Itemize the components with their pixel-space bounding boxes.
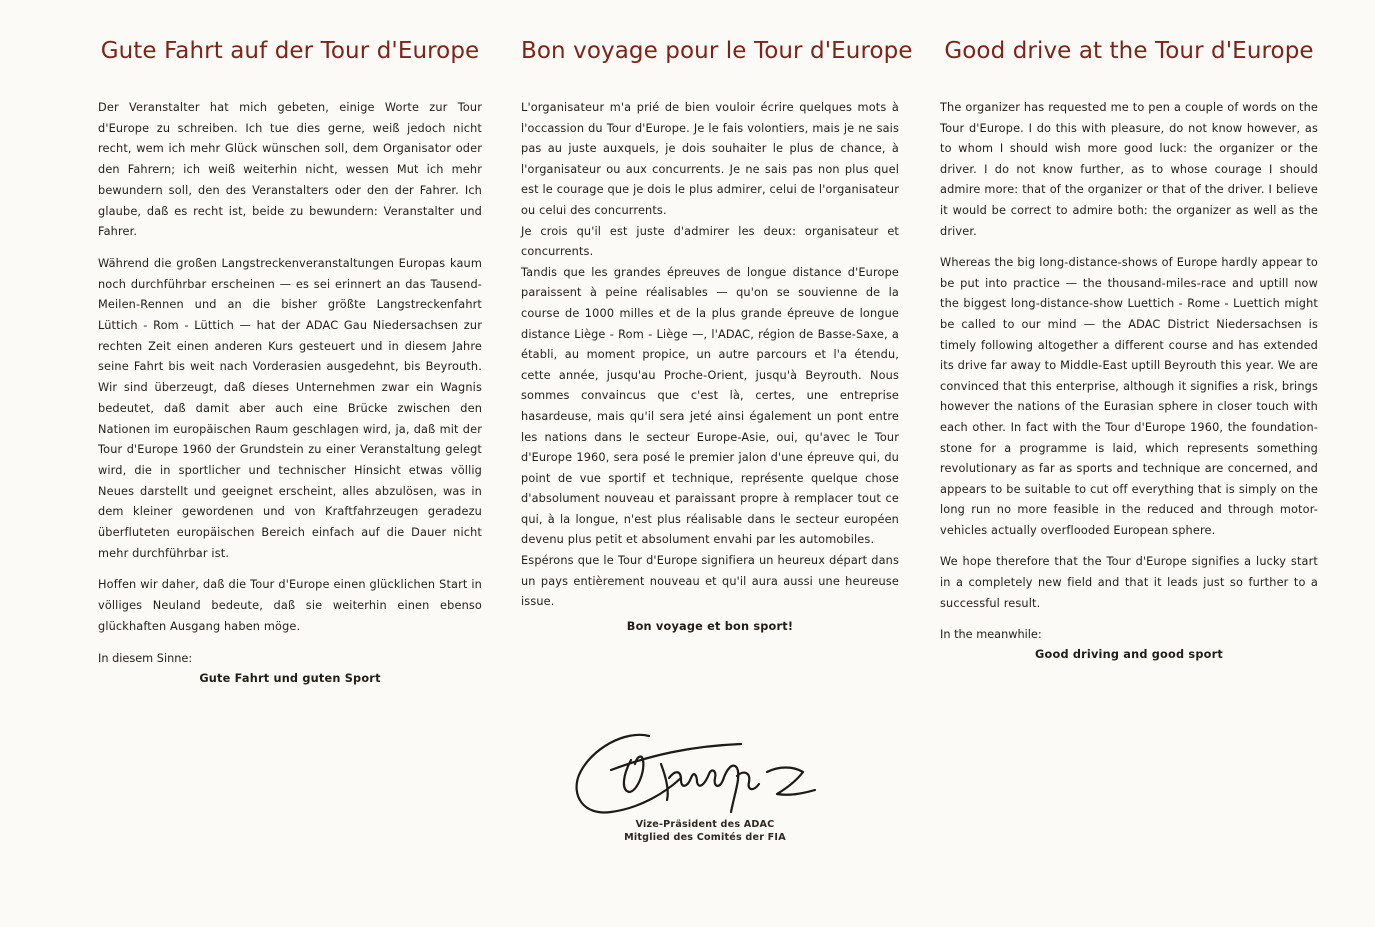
french-paragraph-1: L'organisateur m'a prié de bien vouloir écrire quelques mots à l'occassion du Tour d'Europe. Je le fais volontiers, mais je ne sais pas au juste auxquels, je dois souhaiter le plus de chance, à l'organisateur ou aux concurrents. Je ne sais pas non plus quel est le courage que je dois le plus admirer, celui de l'organisateur ou celui des concurrents.: [521, 101, 899, 217]
english-paragraph-1: The organizer has requested me to pen a couple of words on the Tour d'Europe. I do this with pleasure, do not know however, as to whom I should wish more good luck: the organizer or the driver. I do not know further, as to whose courage I should admire more: that of the organizer or that of the driver. I believe it would be correct to admire both: the organizer as well as the driver.: [940, 101, 1318, 238]
handwritten-signature: [571, 720, 831, 830]
english-paragraph-3: We hope therefore that the Tour d'Europe signifies a lucky start in a completely new field and that it leads just so further to a successful result.: [940, 555, 1318, 610]
german-column: [98, 38, 482, 689]
german-paragraph-1: Der Veranstalter hat mich gebeten, einige Worte zur Tour d'Europe zu schreiben. Ich tue dies gerne, weiß jedoch nicht recht, wem ich mehr Glück wünschen soll, dem Organisator oder den Fahrern; ich weiß weiterhin nicht, wessen Mut ich mehr bewundern soll, den des Veranstalters oder den der Fahrer. Ich glaube, daß es recht ist, beide zu bewundern: Veranstalter und Fahrer.: [98, 101, 482, 239]
signature-caption-line-2: Mitglied des Comités der FIA: [624, 832, 786, 843]
english-paragraph-2: Whereas the big long-distance-shows of Europe hardly appear to be put into practice — the thousand-miles-race and uptill now the biggest long-distance-show Luettich - Rome - Luettich might be called to our mind — the ADAC District Niedersachsen is timely following altogether a different course and has extended its drive far away to Middle-East uptill Beyrouth this year. We are convinced that this enterprise, although it signifies a risk, brings however the nations of the Eurasian sphere in closer touch with each other. In fact with the Tour d'Europe 1960, the foundation-stone for a programme is laid, which represents something revolutionary as far as sports and technique are concerned, and appears to be suitable to cut off everything that is simply on the long run no more feasible in the reduced and through motor-vehicles actually overflooded European sphere.: [940, 256, 1318, 537]
english-closing-line: Good driving and good sport: [1035, 648, 1223, 662]
german-closing-line: Gute Fahrt und guten Sport: [199, 671, 381, 685]
french-paragraph-3: Tandis que les grandes épreuves de longue distance d'Europe paraissent à peine réalisables — qu'on se souvienne de la course de 1000 milles et de la plus grande épreuve de longue distance Liège - Rom - Liège —, l'ADAC, région de Basse-Saxe, a établi, au moment propice, un autre parcours et l'a étendu, cette année, jusqu'au Proche-Orient, jusqu'à Beyrouth. Nous sommes convaincus que c'est là, certes, une entreprise hasardeuse, mais qu'il sera jeté ainsi également un pont entre les nations dans le secteur Europe-Asie, oui, qu'avec le Tour d'Europe 1960, sera posé le premier jalon d'une épreuve qui, du point de vue sportif et technique, représente quelque chose d'absolument nouveau et paraissant propre à remplacer tout ce qui, à la longue, n'est plus réalisable dans le secteur européen devenu plus petit et absolument envahi par les automobiles.: [521, 265, 899, 547]
french-closing-line: Bon voyage et bon sport!: [626, 619, 794, 633]
signature-drawing: [571, 720, 831, 830]
german-closing-label: In diesem Sinne:: [98, 651, 193, 665]
german-title: Gute Fahrt auf der Tour d'Europe: [100, 38, 480, 64]
french-column: [521, 38, 913, 637]
french-title: Bon voyage pour le Tour d'Europe: [521, 38, 913, 64]
german-paragraph-2: Während die großen Langstreckenveranstaltungen Europas kaum noch durchführbar erscheinen — es sei erinnert an das Tausend-Meilen-Rennen und an die bisher größte Langstreckenfahrt Lüttich - Rom - Lüttich — hat der ADAC Gau Niedersachsen zur rechten Zeit einen anderen Kurs gesteuert und in diesem Jahre seine Fahrt bis weit nach Vorderasien ausgedehnt, bis Beyrouth. Wir sind überzeugt, daß dieses Unternehmen zwar ein Wagnis bedeutet, daß damit aber auch eine Brücke zwischen den Nationen im europäischen Raum geschlagen wird, ja, daß mit der Tour d'Europe 1960 der Grundstein zu einer Veranstaltung gelegt wird, die in sportlicher und technischer Hinsicht etwas völlig Neues darstellt und geeignet erscheint, alles abzulösen, was in dem kleiner gewordenen und von Kraftfahrzeugen geradezu überfluteten europäischen Bereich einfach auf die Dauer nicht mehr durchführbar ist.: [98, 256, 482, 560]
signature-caption: [571, 818, 839, 844]
german-paragraph-3: Hoffen wir daher, daß die Tour d'Europe einen glücklichen Start in völliges Neuland bedeute, daß sie weiterhin einen ebenso glückhaften Ausgang haben möge.: [98, 578, 482, 633]
english-title: Good drive at the Tour d'Europe: [944, 38, 1314, 64]
signature-caption-line-1: Vize-Präsident des ADAC: [635, 819, 775, 830]
english-closing-label: In the meanwhile:: [940, 628, 1042, 642]
english-column: [940, 38, 1318, 665]
french-paragraph-4: Espérons que le Tour d'Europe signifiera un heureux départ dans un pays entièrement nouveau et qu'il aura aussi une heureuse issue.: [521, 554, 899, 609]
french-paragraph-2: Je crois qu'il est juste d'admirer les deux: organisateur et concurrents.: [521, 224, 899, 259]
